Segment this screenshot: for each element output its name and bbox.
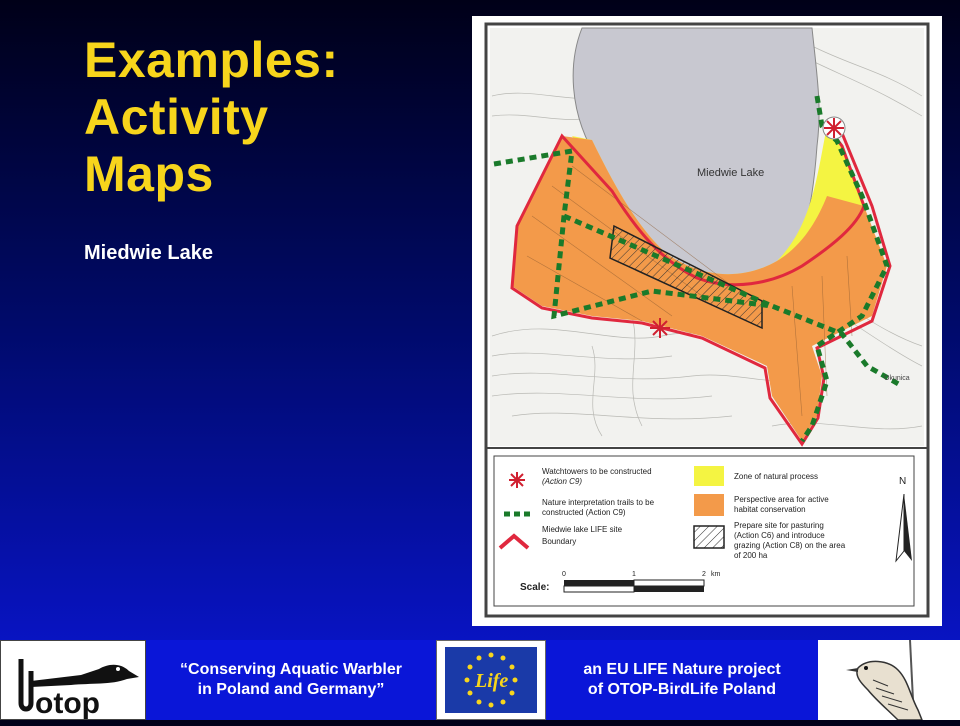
- title-line-2: Activity: [84, 89, 269, 145]
- aquatic-warbler-illustration: [818, 640, 960, 720]
- legend-trails-2: constructed (Action C9): [542, 508, 626, 517]
- place-label-okunica: Okunica: [884, 375, 910, 382]
- legend-watchtowers: Watchtowers to be constructed: [542, 467, 652, 476]
- title-line-3: Maps: [84, 146, 214, 202]
- legend-perspective-2: habitat conservation: [734, 505, 806, 514]
- scale-bar: [564, 580, 704, 592]
- scale-tick-2: 2: [702, 571, 706, 578]
- legend-perspective-swatch: [694, 494, 724, 516]
- title-line-1: Examples:: [84, 32, 339, 88]
- footer-right-line-2: of OTOP-BirdLife Poland: [587, 681, 777, 698]
- scale-tick-km: km: [711, 571, 721, 578]
- north-label: N: [899, 476, 907, 487]
- legend-natural-swatch: [694, 466, 724, 486]
- watchtower-icon: [823, 117, 845, 139]
- map-graphic: [472, 16, 942, 626]
- legend-pasture-swatch: [694, 526, 724, 548]
- slide-title: [84, 32, 444, 203]
- footer-left-line-1: “Conserving Aquatic Warbler: [180, 661, 402, 678]
- watchtower-icon: [650, 318, 670, 338]
- otop-logo: [0, 640, 146, 720]
- footer: [0, 640, 960, 720]
- eu-life-logo: [436, 640, 546, 720]
- scale-label: Scale:: [520, 582, 550, 593]
- legend-watchtower-icon: [509, 472, 525, 488]
- legend-pasture-4: of 200 ha: [734, 551, 768, 560]
- footer-left-line-2: in Poland and Germany”: [197, 681, 385, 698]
- otop-logo-text: otop: [35, 687, 100, 720]
- footer-right-line-1: an EU LIFE Nature project: [583, 661, 781, 678]
- legend-pasture-3: grazing (Action C8) on the area: [734, 541, 846, 550]
- activity-map: [472, 16, 942, 626]
- legend-zone-natural: Zone of natural process: [734, 472, 819, 481]
- legend-pasture: Prepare site for pasturing: [734, 521, 824, 530]
- footer-project-info: [546, 640, 818, 720]
- legend-perspective: Perspective area for active: [734, 495, 829, 504]
- legend-trails: Nature interpretation trails to be: [542, 498, 655, 507]
- slide-subtitle: Miedwie Lake: [84, 242, 213, 264]
- scale-tick-0: 0: [562, 571, 566, 578]
- footer-project-title: [146, 640, 436, 720]
- scale-tick-1: 1: [632, 571, 636, 578]
- lake-label: Miedwie Lake: [697, 167, 765, 179]
- eu-life-text: Life: [475, 670, 509, 692]
- legend-watchtowers-action: (Action C9): [542, 477, 583, 486]
- legend-boundary: Boundary: [542, 537, 577, 546]
- legend-pasture-2: (Action C6) and introduce: [734, 531, 825, 540]
- legend-site: Miedwie lake LIFE site: [542, 525, 623, 534]
